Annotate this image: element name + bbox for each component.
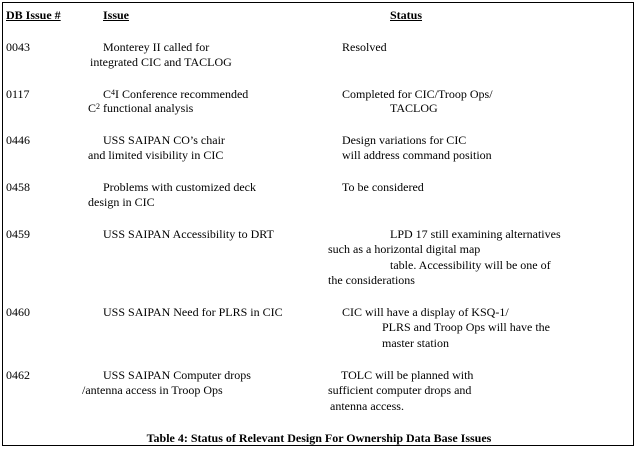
row-0117-status-line1: Completed for CIC/Troop Ops/ [342, 87, 493, 101]
row-0043-issue-line1: Monterey II called for [103, 40, 210, 54]
row-0460-issue-line1: USS SAIPAN Need for PLRS in CIC [103, 305, 283, 319]
row-0459-status-line1: LPD 17 still examining alternatives [390, 227, 561, 241]
row-0462-id: 0462 [6, 368, 30, 382]
row-0460-status-line3: master station [382, 336, 449, 350]
row-0446-id: 0446 [6, 133, 30, 147]
row-0459-id: 0459 [6, 227, 30, 241]
row-0459-issue-line1: USS SAIPAN Accessibility to DRT [103, 227, 274, 241]
row-0462-issue-line2: /antenna access in Troop Ops [82, 383, 223, 397]
row-0117-status-line2: TACLOG [390, 101, 438, 115]
row-0462-status-line3: antenna access. [330, 399, 404, 413]
row-0043-issue-line2: integrated CIC and TACLOG [90, 55, 232, 69]
row-0462-status-line2: sufficient computer drops and [328, 383, 472, 397]
row-0446-status-line1: Design variations for CIC [342, 133, 467, 147]
row-0460-status-line1: CIC will have a display of KSQ-1/ [342, 305, 509, 319]
row-0117-id: 0117 [6, 87, 30, 101]
header-status: Status [390, 8, 423, 22]
row-0117-issue-line2: $C^2$ functional analysis [88, 101, 194, 115]
row-0446-status-line2: will address command position [342, 148, 492, 162]
row-0446-issue-line1: USS SAIPAN CO’s chair [103, 133, 225, 147]
row-0462-status-line1: TOLC will be planned with [341, 368, 474, 382]
row-0459-status-line2: such as a horizontal digital map [328, 242, 481, 256]
row-0458-issue-line1: Problems with customized deck [103, 180, 256, 194]
row-0462-issue-line1: USS SAIPAN Computer drops [103, 368, 251, 382]
row-0460-status-line2: PLRS and Troop Ops will have the [382, 320, 551, 334]
row-0459-status-line3: table. Accessibility will be one of [390, 258, 551, 272]
row-0446-issue-line2: and limited visibility in CIC [88, 148, 224, 162]
row-0043-status-line1: Resolved [342, 40, 387, 54]
row-0117-issue-line1: $C^4I$ Conference recommended [103, 87, 249, 101]
row-0458-id: 0458 [6, 180, 30, 194]
row-0458-issue-line2: design in CIC [88, 195, 155, 209]
row-0460-id: 0460 [6, 305, 30, 319]
header-issue: Issue [103, 8, 130, 22]
row-0459-status-line4: the considerations [328, 273, 415, 287]
table-caption: Table 4: Status of Relevant Design For Ownership Data Base Issues [146, 431, 492, 445]
row-0458-status-line1: To be considered [342, 180, 424, 194]
row-0043-id: 0043 [6, 40, 30, 54]
header-db-issue: DB Issue # [6, 8, 61, 22]
